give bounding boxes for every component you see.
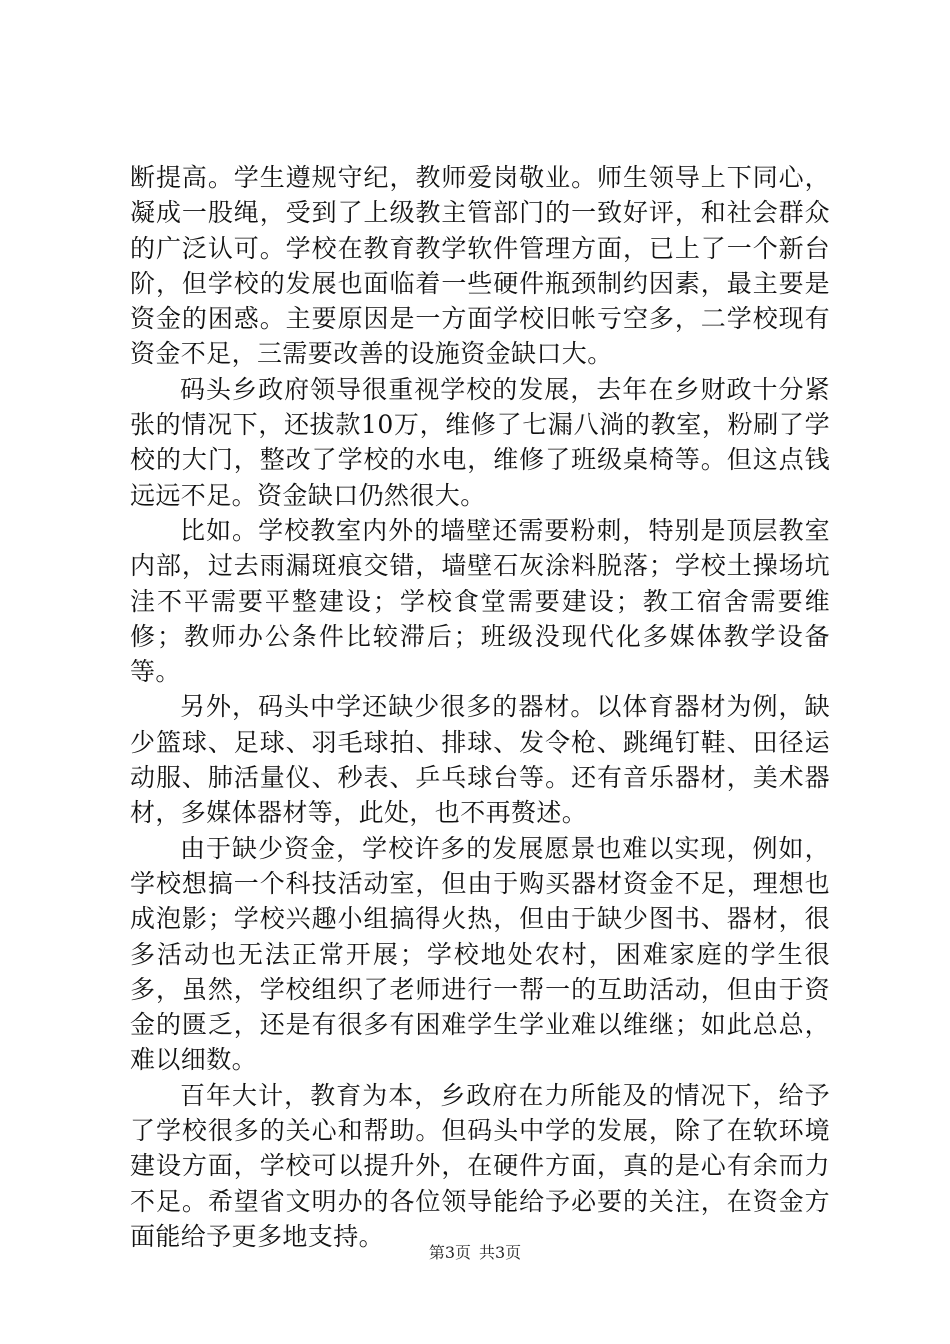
paragraph-6: 百年大计，教育为本，乡政府在力所能及的情况下，给予了学校很多的关心和帮助。但码头中学的发展，除了在软环境建设方面，学校可以提升外，在硬件方面，真的是心有余而力不足。希望省文明办的各位领导能给予必要的关注，在资金方面能给予更多地支持。 <box>130 1080 830 1251</box>
paragraph-2: 码头乡政府领导很重视学校的发展，去年在乡财政十分紧张的情况下，还拔款10万，维修了七漏八淌的教室，粉刷了学校的大门，整改了学校的水电，维修了班级桌椅等。但这点钱远远不足。资金缺口仍然很大。 <box>130 374 830 510</box>
paragraph-4: 另外，码头中学还缺少很多的器材。以体育器材为例，缺少篮球、足球、羽毛球拍、排球、发令枪、跳绳钉鞋、田径运动服、肺活量仪、秒表、乒乓球台等。还有音乐器材，美术器材，多媒体器材等，此处，也不再赘述。 <box>130 692 830 828</box>
paragraph-3: 比如。学校教室内外的墙壁还需要粉刺，特别是顶层教室内部，过去雨漏斑痕交错，墙壁石灰涂料脱落；学校土操场坑洼不平需要平整建设；学校食堂需要建设；教工宿舍需要维修；教师办公条件比较滞后；班级没现代化多媒体教学设备等。 <box>130 515 830 687</box>
document-body <box>130 160 830 1254</box>
page-number: 第3页 <box>428 1243 471 1262</box>
page-total: 共3页 <box>479 1243 522 1262</box>
page-footer <box>0 1240 950 1263</box>
paragraph-1: 断提高。学生遵规守纪，教师爱岗敬业。师生领导上下同心，凝成一股绳，受到了上级教主管部门的一致好评，和社会群众的广泛认可。学校在教育教学软件管理方面，已上了一个新台阶，但学校的发展也面临着一些硬件瓶颈制约因素，最主要是资金的困惑。主要原因是一方面学校旧帐亏空多，二学校现有资金不足，三需要改善的设施资金缺口大。 <box>130 163 830 369</box>
paragraph-5: 由于缺少资金，学校许多的发展愿景也难以实现，例如，学校想搞一个科技活动室，但由于购买器材资金不足，理想也成泡影；学校兴趣小组搞得火热，但由于缺少图书、器材，很多活动也无法正常开展；学校地处农村，困难家庭的学生很多，虽然，学校组织了老师进行一帮一的互助活动，但由于资金的匮乏，还是有很多有困难学生学业难以维继；如此总总，难以细数。 <box>130 833 830 1075</box>
